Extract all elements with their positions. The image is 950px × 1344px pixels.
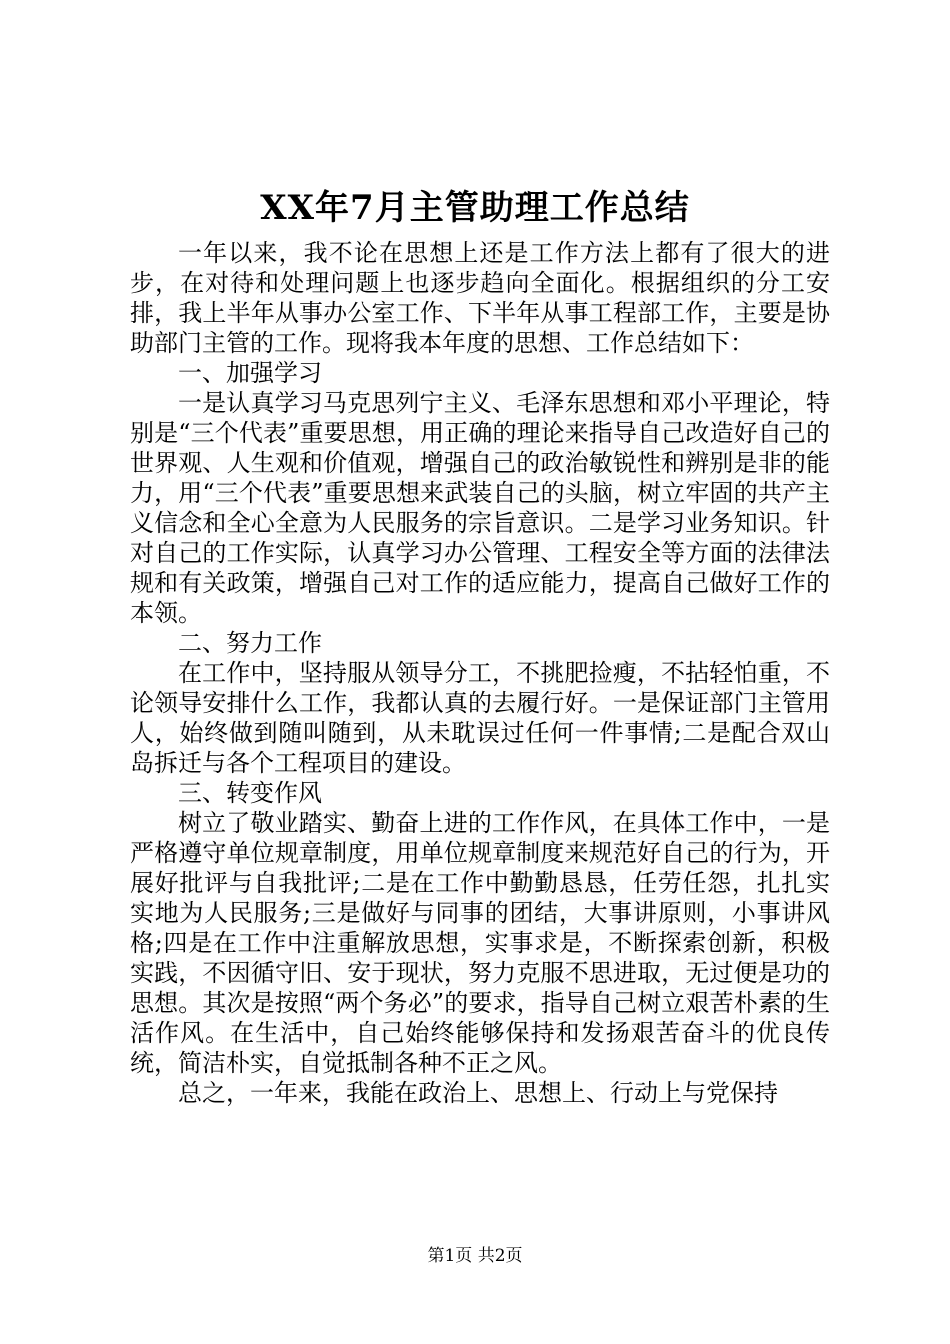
paragraph-work: 在工作中，坚持服从领导分工，不挑肥捡瘦，不拈轻怕重，不论领导安排什么工作，我都认真的去履行好。一是保证部门主管用人，始终做到随叫随到，从未耽误过任何一件事情;二是配合双山岛拆迁与各个工程项目的建设。 [130,659,830,777]
section-heading-study: 一、加强学习 [178,359,322,387]
section-heading-work: 二、努力工作 [178,629,322,657]
paragraph-study: 一是认真学习马克思列宁主义、毛泽东思想和邓小平理论，特别是“三个代表”重要思想，用正确的理论来指导自己改造好自己的世界观、人生观和价值观，增强自己的政治敏锐性和辨别是非的能力，用“三个代表”重要思想来武装自己的头脑，树立牢固的共产主义信念和全心全意为人民服务的宗旨意识。二是学习业务知识。针对自己的工作实际，认真学习办公管理、工程安全等方面的法律法规和有关政策，增强自己对工作的适应能力，提高自己做好工作的本领。 [130,389,830,627]
document-body [130,238,830,1108]
paragraph-style: 树立了敬业踏实、勤奋上进的工作作风，在具体工作中，一是严格遵守单位规章制度，用单位规章制度来规范好自己的行为，开展好批评与自我批评;二是在工作中勤勤恳恳，任劳任怨，扎扎实实地为人民服务;三是做好与同事的团结，大事讲原则，小事讲风格;四是在工作中注重解放思想，实事求是，不断探索创新，积极实践，不因循守旧、安于现状，努力克服不思进取，无过便是功的思想。其次是按照“两个务必”的要求，指导自己树立艰苦朴素的生活作风。在生活中，自己始终能够保持和发扬艰苦奋斗的优良传统，简洁朴实，自觉抵制各种不正之风。 [130,809,830,1077]
paragraph-intro: 一年以来，我不论在思想上还是工作方法上都有了很大的进步，在对待和处理问题上也逐步趋向全面化。根据组织的分工安排，我上半年从事办公室工作、下半年从事工程部工作，主要是协助部门主管的工作。现将我本年度的思想、工作总结如下： [130,239,830,357]
paragraph-conclusion: 总之，一年来，我能在政治上、思想上、行动上与党保持 [178,1079,778,1107]
document-title: XX年7月主管助理工作总结 [260,188,690,228]
section-heading-style: 三、转变作风 [178,779,322,807]
page-footer: 第1页 共2页 [427,1246,523,1266]
